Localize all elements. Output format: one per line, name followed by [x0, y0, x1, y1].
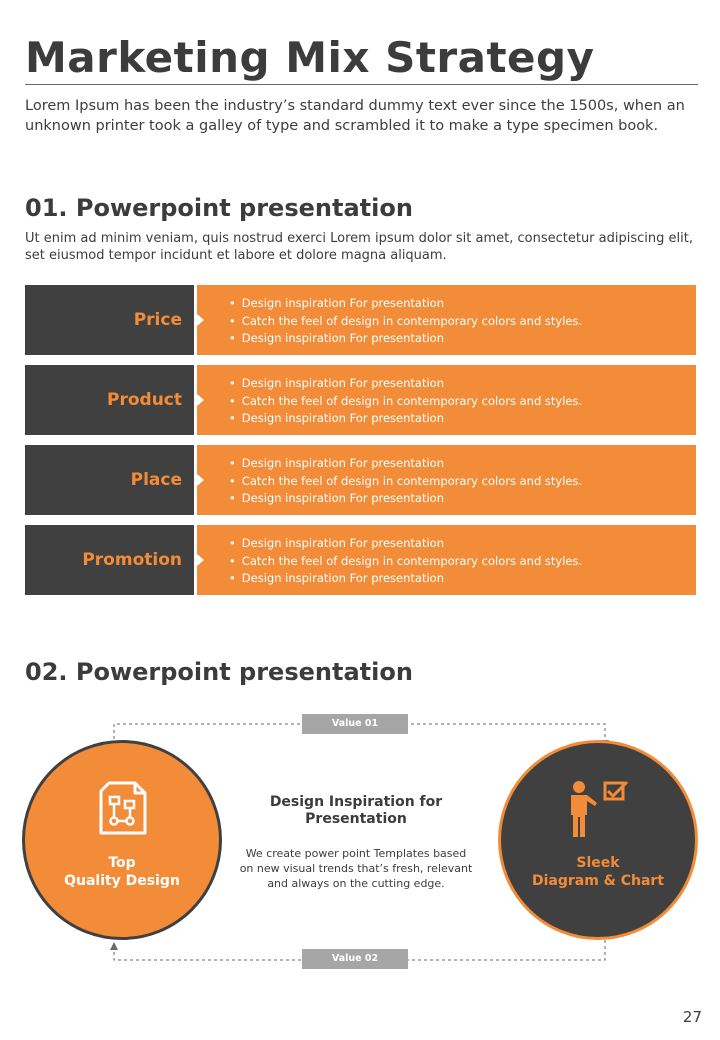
value-02-label: Value 02 — [302, 949, 408, 969]
circle-left-line2: Quality Design — [64, 873, 180, 889]
mix-bullet: • Design inspiration For presentation — [229, 330, 696, 348]
mix-bullet: • Design inspiration For presentation — [229, 570, 696, 588]
mix-label: Promotion — [25, 525, 194, 595]
value-01-label: Value 01 — [302, 714, 408, 734]
diagram-chart-circle — [498, 740, 698, 940]
section1-description: Ut enim ad minim veniam, quis nostrud exerci Lorem ipsum dolor sit amet, consectetur adipiscing elit, set eiusmod tempor incidunt et labore et dolore magna aliquam. — [25, 231, 693, 263]
section1-title: 01. Powerpoint presentation — [25, 194, 413, 222]
mix-bullet: • Design inspiration For presentation — [229, 375, 696, 393]
mix-bullet: • Catch the feel of design in contemporary colors and styles. — [229, 553, 696, 571]
section2-title: 02. Powerpoint presentation — [25, 658, 413, 686]
circle-left-line1: Top — [108, 855, 136, 871]
mix-bullet: • Design inspiration For presentation — [229, 295, 696, 313]
center-title-line2: Presentation — [305, 811, 407, 827]
intro-paragraph: Lorem Ipsum has been the industry’s standard dummy text ever since the 1500s, when an unknown printer took a galley of type and scrambled it to make a type specimen book. — [25, 98, 685, 134]
center-title-line1: Design Inspiration for — [269, 794, 443, 810]
mix-label: Place — [25, 445, 194, 515]
center-desc-line1: We create power point Templates based — [245, 847, 467, 860]
page-number: 27 — [682, 1008, 702, 1026]
center-desc-line2: on new visual trends that’s fresh, relevant — [239, 862, 473, 875]
mix-bullet: • Design inspiration For presentation — [229, 490, 696, 508]
center-title — [250, 794, 462, 828]
mix-bullet: • Catch the feel of design in contemporary colors and styles. — [229, 473, 696, 491]
center-description — [236, 846, 476, 891]
quality-design-circle — [22, 740, 222, 940]
mix-bullet: • Catch the feel of design in contemporary colors and styles. — [229, 393, 696, 411]
page-title: Marketing Mix Strategy — [25, 33, 595, 82]
circle-right-line1: Sleek — [576, 855, 620, 871]
circle-right-line2: Diagram & Chart — [531, 873, 665, 889]
mix-label: Price — [25, 285, 194, 355]
presenter-checklist-icon — [567, 779, 631, 839]
center-desc-line3: and always on the cutting edge. — [267, 877, 445, 890]
mix-label: Product — [25, 365, 194, 435]
mix-bullet: • Design inspiration For presentation — [229, 455, 696, 473]
mix-bullet: • Design inspiration For presentation — [229, 410, 696, 428]
flowchart-document-icon — [97, 779, 149, 839]
mix-bullet: • Design inspiration For presentation — [229, 535, 696, 553]
mix-bullet: • Catch the feel of design in contemporary colors and styles. — [229, 313, 696, 331]
